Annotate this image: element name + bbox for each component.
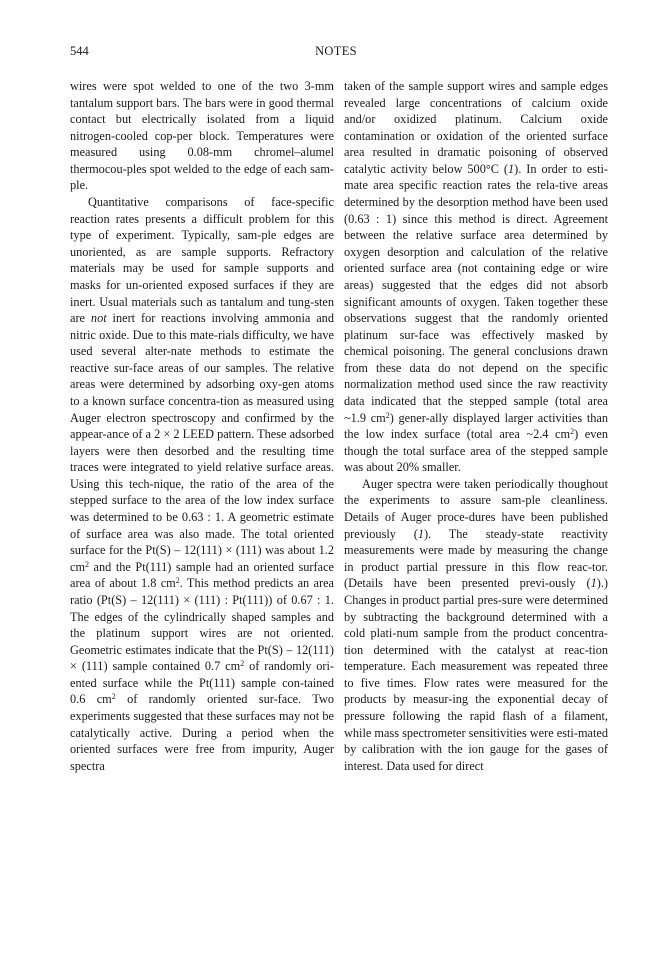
text-line: spectroscopy and confirmed by the appear- bbox=[70, 410, 335, 442]
text-line: specific normalization method used since bbox=[344, 360, 608, 392]
text-line: rials difficulty, we have used several alter- bbox=[70, 327, 334, 359]
text-line: Quantitative comparisons of face-specific bbox=[88, 195, 334, 210]
text-line: ance of a 2 × 2 LEED pattern. These bbox=[106, 427, 287, 442]
text-line: taken of the sample support wires and bbox=[344, 79, 537, 93]
text-line: though the total surface area of the stepped bbox=[344, 443, 569, 458]
text-run: ).) Changes in product partial pres- bbox=[344, 576, 608, 607]
emphasis: not bbox=[90, 311, 107, 326]
text-line: from these data do not depend on the bbox=[344, 360, 562, 375]
text-line: mated by calibration with the ion gauge for bbox=[344, 725, 608, 757]
text-line: ple. bbox=[70, 178, 89, 193]
text-line: background determined with a cold plati- bbox=[344, 609, 609, 641]
text-line: surfaces may not be catalytically active. bbox=[70, 708, 334, 740]
text-line: Taken together these observations suggest bbox=[344, 294, 608, 326]
paragraph bbox=[344, 476, 608, 774]
superscript: 2 bbox=[570, 427, 575, 437]
text-line: Usual materials such as tantalum and tung- bbox=[99, 294, 315, 309]
text-run: ) gener- bbox=[389, 410, 430, 425]
text-line: tion determined with the catalyst at reac- bbox=[344, 642, 589, 657]
text-line: gen atoms to a known surface concentra- bbox=[70, 377, 335, 408]
text-line: Auger spectra were taken periodically bbox=[362, 476, 554, 491]
text-line: sample was about 20% smaller. bbox=[344, 443, 608, 475]
text-line: adsorbed layers were then desorbed and bbox=[70, 427, 334, 458]
citation-ref: 1 bbox=[508, 161, 515, 176]
text-run: inert for reactions involving bbox=[106, 311, 259, 326]
text-run: and the bbox=[89, 559, 131, 574]
text-line: mass spectrometer sensitivities were esti- bbox=[374, 725, 578, 740]
superscript: 2 bbox=[175, 576, 180, 586]
text-line: following the rapid flash of a filament, while bbox=[344, 708, 608, 740]
text-line: were made by measuring the change in bbox=[344, 543, 608, 574]
text-line: poisoning. The general conclusions drawn bbox=[393, 344, 608, 359]
text-run: ously ( bbox=[549, 576, 591, 591]
citation-ref: 1 bbox=[590, 576, 597, 591]
text-line: Pt(111) sample had an oriented surface area bbox=[70, 559, 334, 591]
text-line bbox=[391, 427, 608, 441]
text-run: sample contained 0.7 cm bbox=[112, 659, 241, 674]
text-run: of randomly ori- bbox=[244, 659, 335, 674]
text-line: product partial pressure in this flow reac- bbox=[361, 559, 592, 574]
text-line: thoughout the experiments to assure sam- bbox=[344, 476, 608, 508]
superscript: 2 bbox=[385, 410, 390, 420]
text-line: supports. Refractory materials may be used bbox=[70, 244, 334, 276]
text-line: areas were determined by adsorbing oxy- bbox=[70, 377, 283, 392]
text-line: not absorb significant amounts of oxygen. bbox=[344, 277, 608, 309]
text-run: dures have been published previously ( bbox=[344, 510, 608, 541]
text-line: relative surface area determined by oxygen bbox=[344, 228, 608, 259]
text-line: ple cleanliness. Details of Auger proce- bbox=[344, 493, 608, 525]
text-line: or wire areas) suggested that the edges did bbox=[344, 261, 609, 292]
text-run: ). In order to esti- bbox=[514, 161, 608, 176]
paragraph bbox=[344, 78, 608, 476]
text-line: oriented surface area (not containing edge bbox=[344, 261, 565, 276]
text-line bbox=[391, 162, 608, 176]
text-line: tive areas determined by the desorption bbox=[344, 178, 608, 210]
text-run: tained 0.6 cm bbox=[70, 675, 334, 707]
text-run: . This method predicts an bbox=[179, 576, 310, 591]
text-line: ally displayed larger activities than the low bbox=[344, 410, 609, 442]
text-line: The steady-state reactivity measurements bbox=[344, 526, 608, 558]
paragraph bbox=[70, 194, 334, 774]
text-line: of the oriented surface area resulted in bbox=[344, 128, 608, 160]
text-line bbox=[112, 659, 334, 673]
superscript: 2 bbox=[111, 692, 116, 702]
text-run: ). bbox=[423, 526, 432, 541]
text-line: for sample supports and masks for un- bbox=[70, 261, 335, 292]
text-line: isolated from a liquid nitrogen-cooled cop- bbox=[70, 112, 334, 143]
text-run: activity below 500°C ( bbox=[390, 161, 508, 176]
text-line: ple edges are unoriented, as are sample bbox=[70, 228, 334, 259]
text-line: ples spot welded to the edge of each sam- bbox=[126, 161, 334, 176]
page-number: 544 bbox=[70, 44, 89, 58]
text-line: was determined to be 0.63 : 1. A geometric bbox=[70, 510, 289, 525]
text-line: the resulting time traces were integrated to bbox=[70, 443, 334, 475]
text-line: ing the exponential decay of pressure bbox=[344, 692, 608, 723]
text-line: nique, the ratio of the area of the stepped bbox=[70, 476, 334, 508]
text-line: method have been used (0.63 : 1) since this bbox=[344, 195, 608, 226]
right-column bbox=[344, 78, 608, 774]
text-line: num sample from the product concentra- bbox=[396, 626, 609, 641]
text-line: yield relative surface areas. Using this tech- bbox=[70, 460, 334, 491]
citation-ref: 1 bbox=[417, 526, 424, 541]
text-run: ) even bbox=[574, 427, 609, 442]
text-line: using 0.08-mm chromel–alumel thermocou- bbox=[70, 145, 334, 176]
text-line: Calcium oxide contamination or oxidation bbox=[344, 112, 609, 143]
text-line: repeated three to five times. Flow rates bbox=[344, 659, 608, 690]
text-line: The total oriented surface for the Pt(S) – bbox=[70, 526, 334, 558]
text-line: per block. Temperatures were measured bbox=[70, 128, 334, 160]
text-line: in good thermal contact but electrically bbox=[70, 95, 335, 127]
text-line bbox=[95, 576, 309, 590]
text-line: the raw reactivity data indicated that the bbox=[344, 377, 608, 408]
text-line: dramatic poisoning of observed catalytic bbox=[344, 145, 608, 176]
text-line: of 0.67 : 1. The edges of the cylindrically bbox=[70, 592, 335, 624]
text-line: mate area specific reaction rates the rela- bbox=[344, 178, 559, 193]
text-line: mm tantalum support bars. The bars were bbox=[70, 79, 334, 110]
text-line: tor. (Details have been presented previ- bbox=[344, 559, 609, 591]
paragraph bbox=[70, 78, 334, 194]
text-line: were free from impurity, Auger spectra bbox=[70, 742, 334, 773]
superscript: 2 bbox=[85, 559, 90, 569]
text-line: During a period when the oriented surfaces bbox=[70, 725, 334, 757]
text-line: nate methods to estimate the reactive sur- bbox=[70, 344, 334, 375]
text-line: sample edges revealed large concentrations bbox=[344, 79, 609, 110]
left-column bbox=[70, 78, 334, 774]
text-line: tion temperature. Each measurement was bbox=[344, 642, 608, 674]
text-line: tion as measured using Auger electron bbox=[70, 393, 334, 425]
text-line: reaction rates presents a difficult problem bbox=[70, 211, 290, 226]
text-line: area ratio (Pt(S) – 12(111) × (111) : Pt(111)) bbox=[70, 576, 334, 607]
running-head: NOTES bbox=[315, 44, 357, 58]
text-line: sure were determined by subtracting the bbox=[344, 592, 608, 624]
text-line: the gases of interest. Data used for direct bbox=[344, 742, 608, 773]
text-line: ented surface while the Pt(111) sample con- bbox=[70, 675, 304, 690]
text-line: face. Two experiments suggested that these bbox=[70, 692, 335, 723]
text-line: ammonia and nitric oxide. Due to this mate- bbox=[70, 311, 334, 342]
text-line: surface to the area of the low index surface bbox=[111, 493, 334, 508]
text-line: wires were spot welded to one of the two 3- bbox=[70, 79, 315, 93]
text-line: were measured for the products by measur- bbox=[344, 675, 608, 707]
text-line: estimate of surface area was also made. bbox=[70, 510, 334, 541]
text-line: shaped samples and the platinum support bbox=[70, 609, 334, 641]
text-run: 12(111) × (111) was about 1.2 cm bbox=[70, 543, 334, 574]
text-line: for this type of experiment. Typically, sam- bbox=[70, 211, 334, 243]
superscript: 2 bbox=[240, 659, 245, 669]
text-run: of randomly oriented sur- bbox=[115, 692, 278, 707]
text-run: sten are bbox=[70, 294, 334, 326]
text-line: desorption and calculation of the relative bbox=[387, 244, 608, 259]
text-run: index surface (total area ~2.4 cm bbox=[390, 427, 571, 442]
text-line: of calcium oxide and/or oxidized platinum. bbox=[344, 95, 608, 127]
text-line: oriented exposed surfaces if they are inert. bbox=[70, 277, 335, 309]
text-run: of about 1.8 cm bbox=[94, 576, 176, 591]
text-line: face was effectively masked by chemical bbox=[344, 327, 608, 359]
text-line: method is direct. Agreement between the bbox=[344, 211, 609, 243]
text-line: wires are not oriented. Geometric estimates bbox=[70, 626, 335, 657]
text-line: that the randomly oriented platinum sur- bbox=[344, 311, 608, 342]
text-run: stepped sample (total area ~1.9 cm bbox=[344, 393, 609, 425]
text-line: indicate that the Pt(S) – 12(111) × (111) bbox=[70, 642, 334, 674]
text-line: face areas of our samples. The relative bbox=[132, 360, 334, 375]
